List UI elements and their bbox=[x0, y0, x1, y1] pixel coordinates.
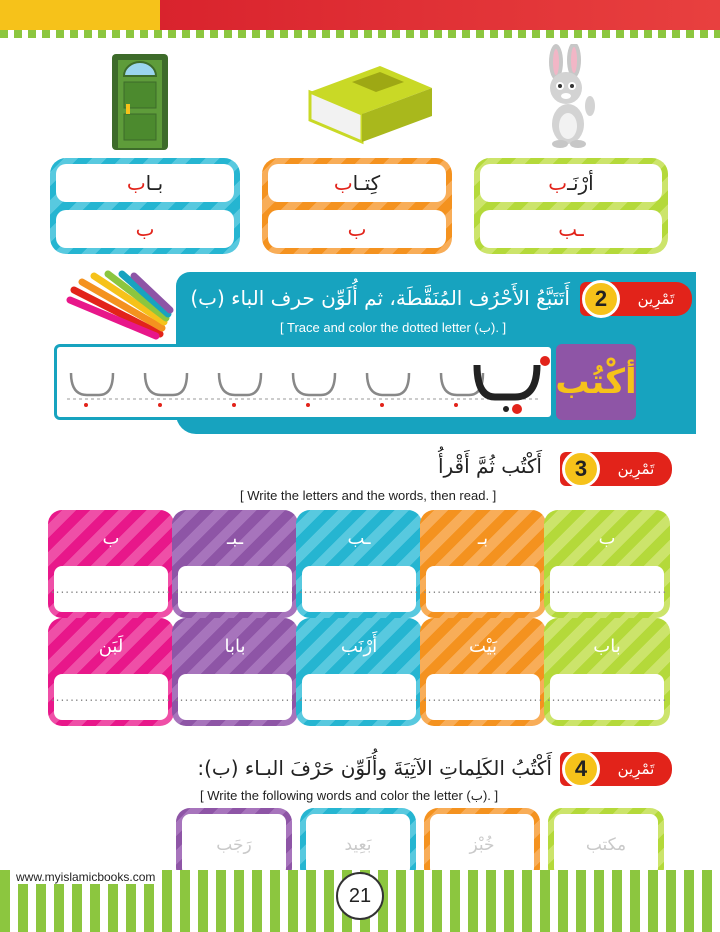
word-text: كِتـا bbox=[352, 171, 381, 195]
write-line[interactable]: ......................... bbox=[302, 674, 416, 720]
write-line[interactable]: ......................... bbox=[550, 674, 664, 720]
word-text: بـا bbox=[145, 171, 164, 195]
write-line[interactable]: ......................... bbox=[426, 566, 540, 612]
top-bar-red bbox=[160, 0, 720, 30]
letter-cell bbox=[56, 210, 234, 248]
write-line[interactable]: ......................... bbox=[178, 674, 292, 720]
exercise4-badge bbox=[560, 752, 672, 786]
word-cell bbox=[268, 164, 446, 202]
exercise-label: تَمْرِين bbox=[617, 460, 655, 478]
letter-cell bbox=[480, 210, 662, 248]
trace-word: بَعِيد bbox=[306, 814, 410, 876]
letter-form: ب bbox=[347, 217, 367, 241]
word-letter-highlight: ب bbox=[333, 171, 353, 195]
word-card-rabbit bbox=[474, 158, 668, 254]
website-url[interactable]: www.myislamicbooks.com bbox=[16, 870, 156, 884]
letter-form: ـبـ bbox=[227, 527, 243, 549]
letter-cell bbox=[268, 210, 446, 248]
word-cell bbox=[56, 164, 234, 202]
word-card bbox=[48, 618, 174, 726]
trace-letters bbox=[57, 347, 551, 417]
letter-form: بـ bbox=[477, 527, 489, 549]
letter-form: ـب bbox=[558, 217, 584, 241]
word-card-door bbox=[50, 158, 240, 254]
write-line[interactable]: ......................... bbox=[550, 566, 664, 612]
write-line[interactable]: ......................... bbox=[426, 674, 540, 720]
word-cell bbox=[480, 164, 662, 202]
colored-pencils-illustration bbox=[64, 270, 174, 340]
write-line[interactable]: ......................... bbox=[302, 566, 416, 612]
write-line[interactable]: ......................... bbox=[54, 674, 168, 720]
rabbit-illustration bbox=[530, 44, 610, 150]
write-word-box: أكْتُب bbox=[556, 344, 636, 420]
word-card bbox=[544, 618, 670, 726]
word-form: أَرْنَب bbox=[340, 635, 378, 657]
word-letter-highlight: ب bbox=[126, 171, 146, 195]
trace-word: خُبْز bbox=[430, 814, 534, 876]
book-illustration bbox=[300, 52, 440, 152]
letter-card bbox=[172, 510, 298, 618]
exercise2-subtitle: [ Trace and color the dotted letter (ب). ] bbox=[280, 320, 507, 335]
exercise-number: 2 bbox=[582, 280, 620, 318]
word-letter-highlight: ب bbox=[548, 171, 568, 195]
letter-card bbox=[296, 510, 422, 618]
exercise2-badge bbox=[580, 282, 692, 316]
top-stripe bbox=[0, 30, 720, 38]
letter-form: ـب bbox=[347, 527, 371, 549]
exercise4-title: أَكْتُبُ الكَلِماتِ الآتِيَةَ وأُلَوِّن حَرْفَ البـاء (ب): bbox=[197, 756, 552, 780]
exercise4-subtitle: [ Write the following words and color the letter (ب). ] bbox=[200, 788, 499, 803]
exercise2-title: أَتَتَبَّعُ الأَحْرُف المُنَقَّطَة، ثم أُلَوِّن حرف الباء (ب) bbox=[190, 286, 570, 310]
exercise3-title: أَكْتُب ثُمَّ أَقْرأُ bbox=[437, 454, 542, 478]
letter-card bbox=[544, 510, 670, 618]
letter-form: ب bbox=[135, 217, 155, 241]
write-line[interactable]: ......................... bbox=[178, 566, 292, 612]
trace-box[interactable] bbox=[54, 344, 554, 420]
letter-card bbox=[420, 510, 546, 618]
page-number: 21 bbox=[336, 872, 384, 920]
letter-form: ب bbox=[598, 527, 616, 549]
word-card bbox=[420, 618, 546, 726]
exercise3-subtitle: [ Write the letters and the words, then read. ] bbox=[240, 488, 497, 503]
trace-word: رَجَب bbox=[182, 814, 286, 876]
letter-card bbox=[48, 510, 174, 618]
word-text: أرْنَـ bbox=[567, 171, 594, 195]
letter-form: ب bbox=[102, 527, 120, 549]
exercise-label: تَمْرِين bbox=[617, 760, 655, 778]
exercise-number: 4 bbox=[562, 750, 600, 788]
door-illustration bbox=[110, 52, 170, 152]
word-form: لَبَن bbox=[98, 635, 124, 657]
word-form: باب bbox=[593, 635, 621, 657]
top-bar-yellow bbox=[0, 0, 160, 30]
exercise-number: 3 bbox=[562, 450, 600, 488]
word-form: بَيْت bbox=[468, 635, 498, 657]
trace-word: مكتب bbox=[554, 814, 658, 876]
word-form: بابا bbox=[224, 635, 246, 657]
word-card-book bbox=[262, 158, 452, 254]
exercise3-badge bbox=[560, 452, 672, 486]
write-line[interactable]: ......................... bbox=[54, 566, 168, 612]
top-color-bar bbox=[0, 0, 720, 30]
word-card bbox=[296, 618, 422, 726]
word-card bbox=[172, 618, 298, 726]
exercise-label: تَمْرِين bbox=[637, 290, 675, 308]
